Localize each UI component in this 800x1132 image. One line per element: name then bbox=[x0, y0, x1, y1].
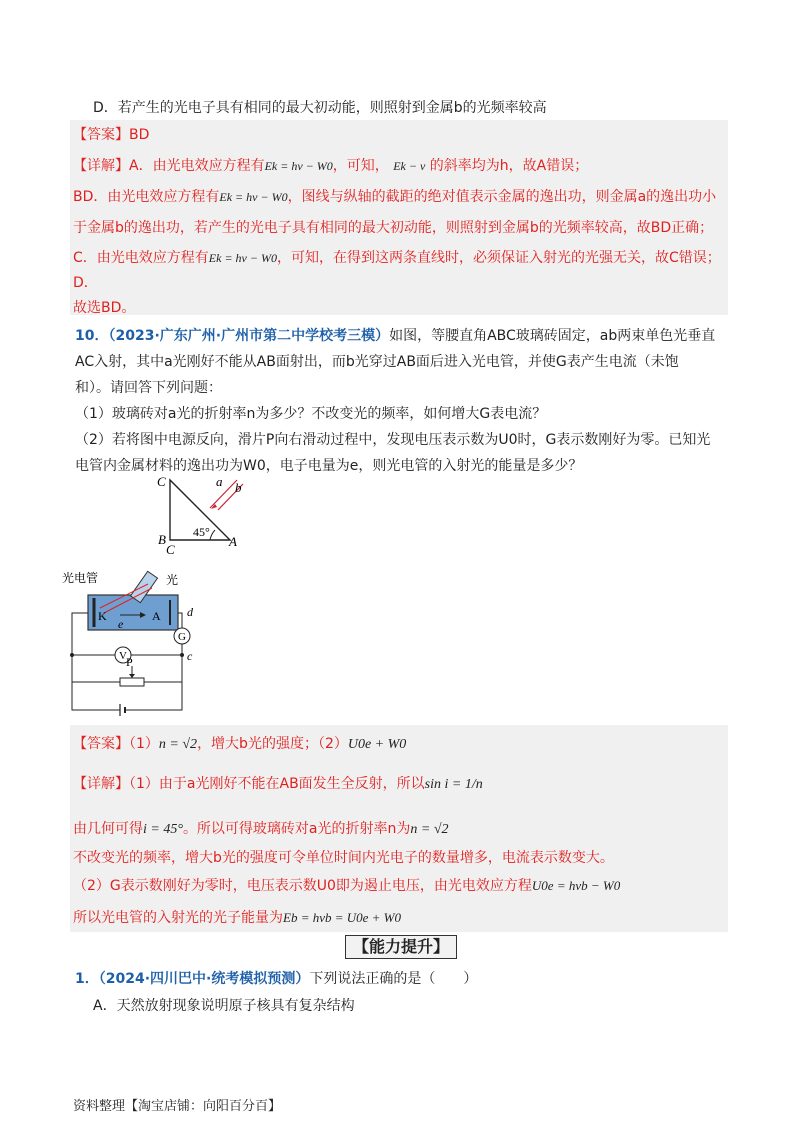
q10-sub2-line2: 电管内金属材料的逸出功为W0，电子电量为e，则光电管的入射光的能量是多少？ bbox=[75, 458, 583, 474]
answer-formula: U0e + W0 bbox=[347, 737, 407, 752]
q10-detail-line5: 所以光电管的入射光的光子能量为Eb = hνb = U0e + W0 bbox=[73, 910, 402, 926]
wire-left bbox=[72, 613, 88, 682]
label-b: B bbox=[158, 532, 166, 547]
label-light: 光 bbox=[166, 573, 179, 587]
q10-number: 10． bbox=[75, 328, 109, 344]
q10-stem-line3: 和）。请回答下列问题： bbox=[75, 380, 222, 396]
angle-arc bbox=[210, 530, 215, 540]
slider-arrow-icon bbox=[129, 674, 135, 678]
q10-stem-line1: 10．（2023·广东广州·广州市第二中学校考三模）如图，等腰直角ABC玻璃砖固定，ab两束单色光垂直 bbox=[75, 328, 716, 344]
rheostat bbox=[120, 678, 144, 686]
label-c-bottom: C bbox=[166, 542, 175, 557]
wire-battery-left bbox=[72, 682, 120, 710]
label-e: e bbox=[118, 617, 124, 631]
q10-detail-line1: 【详解】（1）由于a光刚好不能在AB面发生全反射，所以sin i = 1/n bbox=[73, 776, 483, 792]
answer-value: BD bbox=[129, 127, 150, 143]
q9-option-d: D．若产生的光电子具有相同的最大初动能，则照射到金属b的光频率较高 bbox=[93, 100, 547, 116]
label-tube: 光电管 bbox=[62, 571, 99, 585]
q9-detail-line1: 【详解】A．由光电效应方程有Ek = hν − W0，可知， Ek − ν 的斜率均为h，故A错误； bbox=[73, 158, 589, 174]
answer-n: n = √2 bbox=[158, 737, 198, 752]
q10-answer: 【答案】（1）n = √2，增大b光的强度；（2）U0e + W0 bbox=[73, 736, 407, 752]
q9-detail-line3: 于金属b的逸出功，若产生的光电子具有相同的最大初动能，则照射到金属b的光频率较高，故BD正确； bbox=[73, 220, 714, 236]
label-a: A bbox=[229, 534, 237, 549]
section-title: 【能力提升】 bbox=[345, 935, 457, 959]
label-ray-a: a bbox=[216, 474, 223, 489]
label-c-top: C bbox=[157, 474, 166, 489]
label-a-electrode: A bbox=[152, 609, 161, 623]
q10-detail-line2: 由几何可得i = 45°。所以可得玻璃砖对a光的折射率n为n = √2 bbox=[73, 821, 449, 837]
label-d: d bbox=[187, 605, 193, 619]
q9-detail-line6: 故选BD。 bbox=[73, 300, 136, 316]
q10-figure bbox=[60, 470, 260, 720]
q10-detail-line3: 不改变光的频率，增大b光的强度可令单位时间内光电子的数量增多，电流表示数变大。 bbox=[73, 850, 614, 866]
wire-right bbox=[178, 613, 182, 630]
label-k: K bbox=[98, 609, 107, 623]
q1-option-a: A．天然放射现象说明原子核具有复杂结构 bbox=[93, 998, 355, 1014]
q10-detail-line4: （2）G表示数刚好为零时，电压表示数U0即为遏止电压，由光电效应方程U0e = hνb − W0 bbox=[73, 878, 621, 894]
label-p: P bbox=[126, 655, 133, 669]
answer-label: 【答案】 bbox=[73, 127, 129, 143]
node-c bbox=[180, 653, 184, 657]
q10-source: （2023·广东广州·广州市第二中学校考三模） bbox=[108, 328, 390, 344]
label-ray-b: b bbox=[235, 480, 242, 495]
q9-detail-line2: BD．由光电效应方程有Ek = hν − W0，图线与纵轴的截距的绝对值表示金属的逸出功，则金属a的逸出功小 bbox=[73, 189, 717, 205]
q10-stem-line2: AC入射，其中a光刚好不能从AB面射出，而b光穿过AB面后进入光电管，并使G表产生电流（未饱 bbox=[75, 354, 679, 370]
node-left bbox=[70, 653, 74, 657]
label-v: V bbox=[119, 650, 127, 662]
q9-detail-line5: D． bbox=[73, 275, 98, 291]
formula-sin: sin i = 1/n bbox=[424, 777, 483, 792]
q9-answer bbox=[73, 124, 149, 144]
label-angle: 45° bbox=[193, 525, 210, 539]
q10-sub2-line1: （2）若将图中电源反向，滑片P向右滑动过程中，发现电压表示数为U0时，G表示数刚好为零。已知光 bbox=[75, 432, 711, 448]
q1-stem: 1．（2024·四川巴中·统考模拟预测）下列说法正确的是（ ） bbox=[75, 971, 478, 987]
footer: 资料整理【淘宝店铺：向阳百分百】 bbox=[73, 1099, 282, 1114]
formula-ek: Ek = hν − W0 bbox=[264, 159, 333, 173]
q9-detail-line4: C．由光电效应方程有Ek = hν − W0，可知，在得到这两条直线时，必须保证入射光的光强无关，故C错误； bbox=[73, 250, 721, 266]
label-c-node: c bbox=[187, 649, 193, 663]
formula-ek-v: Ek − ν bbox=[393, 159, 426, 173]
q10-sub1: （1）玻璃砖对a光的折射率n为多少？不改变光的频率，如何增大G表电流？ bbox=[75, 406, 547, 422]
label-g: G bbox=[178, 631, 186, 643]
